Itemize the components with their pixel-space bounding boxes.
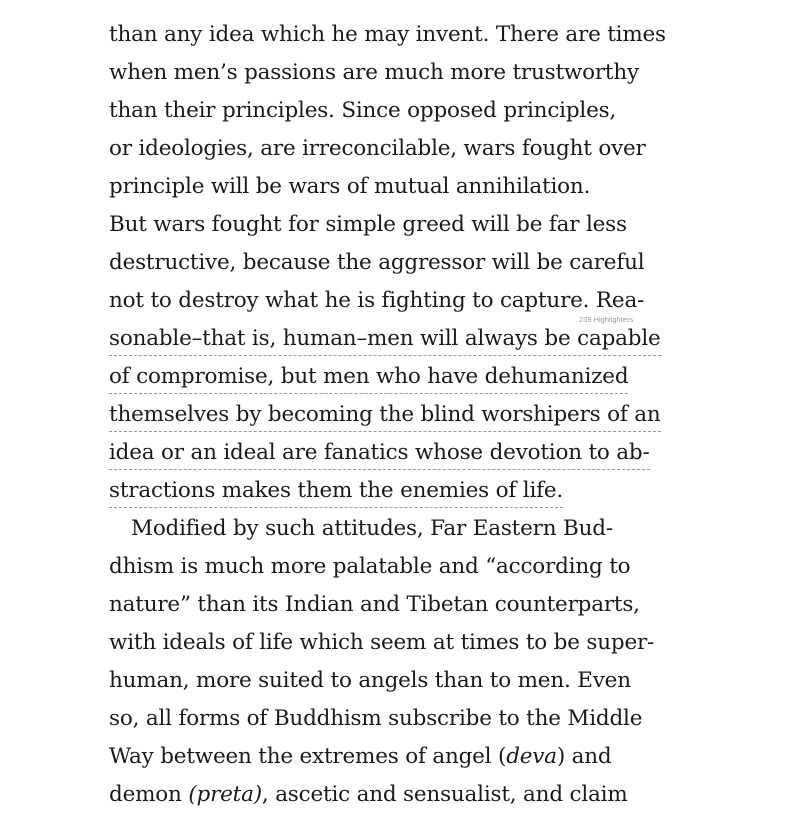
line-text[interactable] — [131, 516, 613, 542]
text-segment: idea or an ideal are fanatics whose devotion to ab- — [109, 440, 650, 465]
line-text[interactable] — [109, 402, 661, 432]
text-segment: not to destroy what he is fighting to capture. Rea- — [109, 288, 645, 313]
italic-term: (preta) — [188, 782, 262, 807]
line-text[interactable] — [109, 782, 628, 808]
line-text[interactable] — [109, 22, 666, 48]
text-segment: dhism is much more palatable and “according to — [109, 554, 631, 579]
text-segment: nature” than its Indian and Tibetan counterparts, — [109, 592, 640, 617]
text-line[interactable] — [109, 624, 669, 662]
text-line[interactable] — [109, 662, 669, 700]
line-text[interactable] — [109, 706, 642, 732]
text-line[interactable] — [109, 168, 669, 206]
text-segment: than their principles. Since opposed principles, — [109, 98, 617, 123]
text-segment: themselves by becoming the blind worshipers of an — [109, 402, 661, 427]
popular-highlight-count: 239 Highlighters — [579, 315, 634, 324]
text-segment: demon — [109, 782, 189, 807]
line-text[interactable] — [109, 250, 644, 276]
highlighted-text-line[interactable] — [109, 320, 669, 358]
line-text[interactable] — [109, 212, 627, 238]
highlighted-text-line[interactable] — [109, 472, 669, 510]
italic-term: deva — [506, 744, 557, 769]
highlighted-text-line[interactable] — [109, 396, 669, 434]
text-segment: stractions makes them the enemies of life. — [109, 478, 564, 503]
text-segment: than any idea which he may invent. There are times — [109, 22, 666, 47]
text-segment: destructive, because the aggressor will be careful — [109, 250, 645, 275]
highlighted-text-line[interactable] — [109, 358, 669, 396]
line-text[interactable] — [109, 136, 646, 162]
line-text[interactable] — [109, 554, 630, 580]
highlighted-text-line[interactable] — [109, 434, 669, 472]
text-line[interactable] — [109, 206, 669, 244]
line-text[interactable] — [109, 288, 644, 314]
line-text[interactable] — [109, 668, 631, 694]
text-segment: when men’s passions are much more trustworthy — [109, 60, 639, 85]
line-text[interactable] — [109, 630, 654, 656]
line-text[interactable] — [109, 60, 639, 86]
text-line[interactable] — [109, 510, 669, 548]
text-segment: with ideals of life which seem at times to be super- — [109, 630, 655, 655]
text-line[interactable] — [109, 244, 669, 282]
line-text[interactable] — [109, 478, 563, 508]
text-segment: Way between the extremes of angel ( — [109, 744, 507, 769]
text-line[interactable] — [109, 738, 669, 776]
text-line[interactable] — [109, 776, 669, 814]
text-line[interactable] — [109, 92, 669, 130]
text-line[interactable] — [109, 130, 669, 168]
text-segment: But wars fought for simple greed will be far less — [109, 212, 627, 237]
text-segment: , ascetic and sensualist, and claim — [261, 782, 628, 807]
book-page — [109, 16, 669, 814]
text-segment: ) and — [556, 744, 612, 769]
line-text[interactable] — [109, 98, 616, 124]
text-segment: or ideologies, are irreconcilable, wars fought over — [109, 136, 646, 161]
line-text[interactable] — [109, 592, 640, 618]
line-text[interactable] — [109, 744, 612, 770]
line-text[interactable] — [109, 440, 650, 470]
text-segment: so, all forms of Buddhism subscribe to the Middle — [109, 706, 643, 731]
line-text[interactable] — [109, 174, 590, 200]
text-segment: sonable–that is, human–men will always be capable — [109, 326, 661, 351]
text-segment: human, more suited to angels than to men. Even — [109, 668, 631, 693]
text-segment: Modified by such attitudes, Far Eastern Bud- — [131, 516, 613, 541]
line-text[interactable] — [109, 326, 661, 356]
text-line[interactable] — [109, 548, 669, 586]
text-line[interactable] — [109, 700, 669, 738]
line-text[interactable] — [109, 364, 628, 394]
text-line[interactable] — [109, 54, 669, 92]
text-segment: principle will be wars of mutual annihilation. — [109, 174, 591, 199]
text-segment: of compromise, but men who have dehumanized — [109, 364, 629, 389]
text-line[interactable] — [109, 16, 669, 54]
text-line[interactable] — [109, 586, 669, 624]
